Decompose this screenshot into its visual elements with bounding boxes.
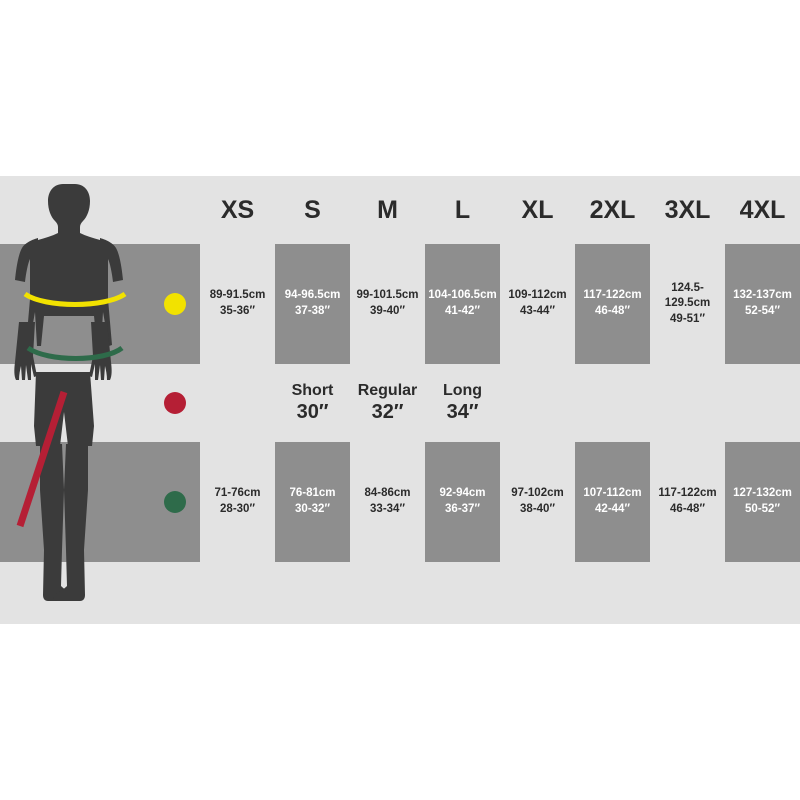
yellow-dot-icon	[164, 293, 186, 315]
footer-2xl	[575, 562, 650, 624]
waist-s: 76-81cm 30-32″	[275, 442, 350, 562]
red-dot-icon	[164, 392, 186, 414]
table-row-waist	[150, 442, 800, 562]
footer-marker-cell	[150, 562, 200, 624]
footer-xl	[500, 562, 575, 624]
waist-xs: 71-76cm 28-30″	[200, 442, 275, 562]
footer-l	[425, 562, 500, 624]
header-size-m: M	[350, 176, 425, 244]
header-size-s: S	[275, 176, 350, 244]
footer-4xl	[725, 562, 800, 624]
waist-4xl: 127-132cm 50-52″	[725, 442, 800, 562]
chest-s: 94-96.5cm 37-38″	[275, 244, 350, 364]
header-marker-cell	[150, 176, 200, 244]
header-size-xs: XS	[200, 176, 275, 244]
green-dot-icon	[164, 491, 186, 513]
leg-l: Long 34″	[425, 364, 500, 442]
header-size-xl: XL	[500, 176, 575, 244]
header-size-l: L	[425, 176, 500, 244]
waist-l: 92-94cm 36-37″	[425, 442, 500, 562]
table-row-chest	[150, 244, 800, 364]
leg-xl	[500, 364, 575, 442]
table-header-row	[150, 176, 800, 244]
chest-4xl: 132-137cm 52-54″	[725, 244, 800, 364]
marker-cell-chest	[150, 244, 200, 364]
chest-l: 104-106.5cm 41-42″	[425, 244, 500, 364]
waist-m: 84-86cm 33-34″	[350, 442, 425, 562]
header-size-4xl: 4XL	[725, 176, 800, 244]
footer-s	[275, 562, 350, 624]
figure-column	[0, 176, 150, 624]
header-size-3xl: 3XL	[650, 176, 725, 244]
chest-xs: 89-91.5cm 35-36″	[200, 244, 275, 364]
chest-2xl: 117-122cm 46-48″	[575, 244, 650, 364]
waist-2xl: 107-112cm 42-44″	[575, 442, 650, 562]
table-row-leg-length	[150, 364, 800, 442]
footer-3xl	[650, 562, 725, 624]
body-silhouette-icon	[0, 176, 150, 624]
chest-m: 99-101.5cm 39-40″	[350, 244, 425, 364]
leg-2xl	[575, 364, 650, 442]
leg-4xl	[725, 364, 800, 442]
waist-3xl: 117-122cm 46-48″	[650, 442, 725, 562]
chest-xl: 109-112cm 43-44″	[500, 244, 575, 364]
marker-cell-leg	[150, 364, 200, 442]
leg-s: Short 30″	[275, 364, 350, 442]
waist-xl: 97-102cm 38-40″	[500, 442, 575, 562]
footer-m	[350, 562, 425, 624]
leg-xs	[200, 364, 275, 442]
marker-cell-waist	[150, 442, 200, 562]
size-grid	[150, 176, 800, 624]
footer-xs	[200, 562, 275, 624]
leg-3xl	[650, 364, 725, 442]
header-size-2xl: 2XL	[575, 176, 650, 244]
size-chart	[0, 176, 800, 624]
chest-3xl: 124.5-129.5cm 49-51″	[650, 244, 725, 364]
table-footer-band	[150, 562, 800, 624]
leg-m: Regular 32″	[350, 364, 425, 442]
